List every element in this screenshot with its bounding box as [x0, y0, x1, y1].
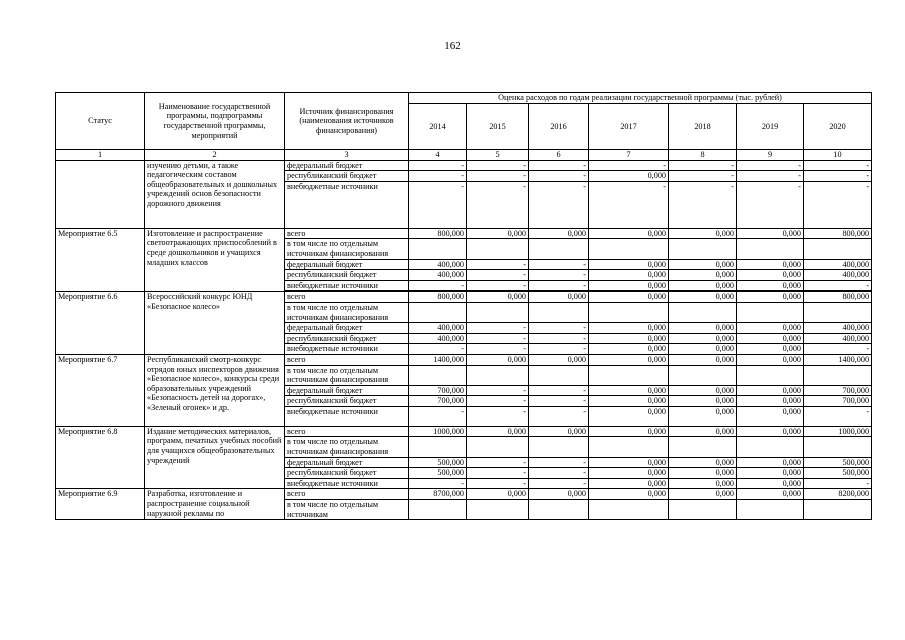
value-cell: -: [467, 280, 529, 291]
value-cell: 0,000: [737, 280, 804, 291]
value-cell: 500,000: [409, 468, 467, 479]
activity-name: изучению детьми, а также педагогическим составом общеобразовательных и дошкольных учреждений основ безопасности дорожного движения: [145, 160, 285, 228]
value-cell: -: [467, 406, 529, 426]
table-row: [56, 228, 872, 239]
value-cell: -: [467, 457, 529, 468]
value-cell: -: [804, 406, 872, 426]
value-cell: 8200,000: [804, 489, 872, 500]
value-cell: -: [467, 478, 529, 489]
value-cell: 0,000: [737, 323, 804, 334]
value-cell: 400,000: [804, 333, 872, 344]
source-cell: федеральный бюджет: [285, 323, 409, 334]
value-cell: -: [529, 468, 589, 479]
activity-name: Республиканский смотр-конкурс отрядов юных инспекторов движения «Безопасное колесо», конкурсы среди образовательных учреждений «Безопасность детей на дорогах», «Зеленый огонек» и др.: [145, 354, 285, 426]
value-cell: 0,000: [589, 292, 669, 303]
value-cell: 0,000: [529, 228, 589, 239]
value-cell: 700,000: [804, 385, 872, 396]
source-cell: республиканский бюджет: [285, 333, 409, 344]
source-cell: всего: [285, 354, 409, 365]
value-cell: 0,000: [669, 228, 737, 239]
source-cell: в том числе по отдельным источникам финансирования: [285, 239, 409, 259]
year-header: 2017: [589, 104, 669, 150]
value-cell: 0,000: [589, 478, 669, 489]
value-cell: 0,000: [467, 228, 529, 239]
value-cell: -: [589, 160, 669, 171]
status-cell: [56, 160, 145, 228]
source-cell: внебюджетные источники: [285, 406, 409, 426]
column-index: 4: [409, 150, 467, 161]
value-cell: 0,000: [737, 270, 804, 281]
value-cell: -: [529, 333, 589, 344]
value-cell: 0,000: [589, 385, 669, 396]
value-cell: -: [804, 280, 872, 291]
value-cell: 8700,000: [409, 489, 467, 500]
col-name-header: Наименование государственной программы, подпрограммы государственной программы, мероприятий: [145, 93, 285, 150]
value-cell: -: [467, 468, 529, 479]
value-cell: -: [467, 270, 529, 281]
value-cell: -: [467, 171, 529, 182]
value-cell: -: [804, 478, 872, 489]
value-cell: 400,000: [409, 259, 467, 270]
status-cell: Мероприятие 6.6: [56, 292, 145, 355]
value-cell: 0,000: [737, 292, 804, 303]
source-cell: всего: [285, 292, 409, 303]
value-cell: 1000,000: [409, 426, 467, 437]
value-cell: 0,000: [737, 228, 804, 239]
value-cell: -: [589, 181, 669, 228]
estimate-header: Оценка расходов по годам реализации государственной программы (тыс. рублей): [409, 93, 872, 104]
header-row: [56, 93, 872, 104]
value-cell: 400,000: [409, 333, 467, 344]
value-cell: -: [529, 406, 589, 426]
year-header: 2018: [669, 104, 737, 150]
value-cell: -: [669, 181, 737, 228]
year-header: 2016: [529, 104, 589, 150]
source-cell: федеральный бюджет: [285, 160, 409, 171]
source-cell: федеральный бюджет: [285, 259, 409, 270]
value-cell: 0,000: [737, 457, 804, 468]
value-cell: -: [467, 181, 529, 228]
value-cell: -: [529, 280, 589, 291]
column-index: 7: [589, 150, 669, 161]
source-cell: республиканский бюджет: [285, 270, 409, 281]
col-status-header: Статус: [56, 93, 145, 150]
value-cell: 0,000: [589, 354, 669, 365]
value-cell: 0,000: [669, 406, 737, 426]
value-cell: 700,000: [409, 396, 467, 407]
table-row: [56, 160, 872, 171]
source-cell: в том числе по отдельным источникам финансирования: [285, 437, 409, 457]
value-cell: -: [409, 171, 467, 182]
table-row: [56, 292, 872, 303]
source-cell: всего: [285, 228, 409, 239]
value-cell: 0,000: [669, 426, 737, 437]
value-cell: 0,000: [529, 292, 589, 303]
status-cell: Мероприятие 6.8: [56, 426, 145, 489]
value-cell: -: [467, 385, 529, 396]
value-cell: 800,000: [409, 292, 467, 303]
source-cell: всего: [285, 489, 409, 500]
value-cell: -: [737, 160, 804, 171]
column-index-row: [56, 150, 872, 161]
value-cell: 0,000: [529, 426, 589, 437]
value-cell: 0,000: [737, 344, 804, 355]
value-cell: 0,000: [669, 280, 737, 291]
value-cell: 400,000: [804, 270, 872, 281]
value-cell: 0,000: [467, 489, 529, 500]
value-cell: -: [529, 344, 589, 355]
value-cell: 0,000: [467, 426, 529, 437]
value-cell: 700,000: [804, 396, 872, 407]
value-cell: -: [529, 478, 589, 489]
value-cell: 0,000: [589, 323, 669, 334]
source-cell: внебюджетные источники: [285, 478, 409, 489]
value-cell: -: [737, 171, 804, 182]
value-cell: 0,000: [669, 259, 737, 270]
budget-table: [55, 92, 872, 520]
activity-name: Всероссийский конкурс ЮНД «Безопасное колесо»: [145, 292, 285, 355]
table-row: [56, 426, 872, 437]
value-cell: 500,000: [804, 457, 872, 468]
column-index: 3: [285, 150, 409, 161]
value-cell: 0,000: [467, 292, 529, 303]
value-cell: 0,000: [589, 280, 669, 291]
value-cell: -: [467, 333, 529, 344]
value-cell: 0,000: [529, 489, 589, 500]
source-cell: в том числе по отдельным источникам: [285, 500, 409, 520]
col-source-header: Источник финансирования (наименования источников финансирования): [285, 93, 409, 150]
source-cell: в том числе по отдельным источникам финансирования: [285, 302, 409, 322]
table-row: [56, 354, 872, 365]
year-header: 2014: [409, 104, 467, 150]
value-cell: -: [804, 160, 872, 171]
value-cell: 0,000: [669, 333, 737, 344]
value-cell: 0,000: [669, 292, 737, 303]
value-cell: 0,000: [669, 468, 737, 479]
value-cell: 0,000: [669, 457, 737, 468]
value-cell: -: [804, 344, 872, 355]
column-index: 10: [804, 150, 872, 161]
value-cell: 0,000: [737, 426, 804, 437]
value-cell: 0,000: [737, 489, 804, 500]
source-cell: федеральный бюджет: [285, 385, 409, 396]
value-cell: 800,000: [804, 292, 872, 303]
value-cell: 400,000: [804, 323, 872, 334]
source-cell: республиканский бюджет: [285, 468, 409, 479]
value-cell: -: [409, 344, 467, 355]
year-header: 2015: [467, 104, 529, 150]
value-cell: 0,000: [589, 426, 669, 437]
value-cell: 500,000: [409, 457, 467, 468]
value-cell: -: [529, 396, 589, 407]
value-cell: 400,000: [804, 259, 872, 270]
value-cell: 1400,000: [409, 354, 467, 365]
column-index: 9: [737, 150, 804, 161]
source-cell: республиканский бюджет: [285, 396, 409, 407]
value-cell: 0,000: [589, 259, 669, 270]
value-cell: -: [467, 396, 529, 407]
value-cell: -: [737, 181, 804, 228]
value-cell: 0,000: [529, 354, 589, 365]
source-cell: внебюджетные источники: [285, 280, 409, 291]
value-cell: 1000,000: [804, 426, 872, 437]
activity-name: Издание методических материалов, программ, печатных учебных пособий для учащихся общеобразовательных учреждений: [145, 426, 285, 489]
value-cell: -: [467, 344, 529, 355]
value-cell: 0,000: [589, 171, 669, 182]
value-cell: 700,000: [409, 385, 467, 396]
value-cell: 0,000: [589, 489, 669, 500]
year-header: 2019: [737, 104, 804, 150]
value-cell: -: [409, 160, 467, 171]
value-cell: -: [467, 160, 529, 171]
value-cell: -: [467, 259, 529, 270]
value-cell: 0,000: [589, 228, 669, 239]
value-cell: 400,000: [409, 323, 467, 334]
value-cell: 0,000: [737, 333, 804, 344]
source-cell: внебюджетные источники: [285, 181, 409, 228]
source-cell: внебюджетные источники: [285, 344, 409, 355]
value-cell: -: [409, 406, 467, 426]
status-cell: Мероприятие 6.9: [56, 489, 145, 520]
column-index: 2: [145, 150, 285, 161]
source-cell: федеральный бюджет: [285, 457, 409, 468]
column-index: 5: [467, 150, 529, 161]
column-index: 8: [669, 150, 737, 161]
value-cell: -: [669, 171, 737, 182]
value-cell: 0,000: [589, 406, 669, 426]
value-cell: -: [804, 171, 872, 182]
source-cell: республиканский бюджет: [285, 171, 409, 182]
value-cell: 0,000: [737, 396, 804, 407]
value-cell: 0,000: [737, 385, 804, 396]
value-cell: 0,000: [589, 344, 669, 355]
column-index: 6: [529, 150, 589, 161]
value-cell: -: [529, 457, 589, 468]
value-cell: -: [529, 171, 589, 182]
value-cell: -: [409, 478, 467, 489]
value-cell: 0,000: [589, 468, 669, 479]
value-cell: 0,000: [669, 385, 737, 396]
value-cell: 0,000: [669, 344, 737, 355]
value-cell: 0,000: [589, 396, 669, 407]
value-cell: 0,000: [669, 396, 737, 407]
value-cell: -: [529, 181, 589, 228]
value-cell: 0,000: [737, 259, 804, 270]
value-cell: -: [529, 385, 589, 396]
column-index: 1: [56, 150, 145, 161]
value-cell: 800,000: [804, 228, 872, 239]
value-cell: -: [804, 181, 872, 228]
value-cell: 0,000: [737, 468, 804, 479]
value-cell: -: [409, 181, 467, 228]
value-cell: 0,000: [669, 478, 737, 489]
value-cell: 0,000: [467, 354, 529, 365]
value-cell: 0,000: [737, 354, 804, 365]
value-cell: 0,000: [589, 333, 669, 344]
status-cell: Мероприятие 6.7: [56, 354, 145, 426]
activity-name: Изготовление и распространение светоотражающих приспособлений в среде дошкольников и учащихся младших классов: [145, 228, 285, 292]
value-cell: -: [467, 323, 529, 334]
value-cell: 0,000: [669, 489, 737, 500]
value-cell: 800,000: [409, 228, 467, 239]
value-cell: 400,000: [409, 270, 467, 281]
value-cell: -: [529, 323, 589, 334]
value-cell: -: [529, 270, 589, 281]
value-cell: 0,000: [669, 270, 737, 281]
value-cell: 0,000: [589, 457, 669, 468]
value-cell: 500,000: [804, 468, 872, 479]
value-cell: 0,000: [589, 270, 669, 281]
value-cell: -: [529, 259, 589, 270]
page-number: 162: [444, 40, 461, 52]
value-cell: 1400,000: [804, 354, 872, 365]
status-cell: Мероприятие 6.5: [56, 228, 145, 292]
value-cell: 0,000: [737, 406, 804, 426]
year-header: 2020: [804, 104, 872, 150]
source-cell: всего: [285, 426, 409, 437]
table-row: [56, 489, 872, 500]
source-cell: в том числе по отдельным источникам финансирования: [285, 365, 409, 385]
value-cell: -: [529, 160, 589, 171]
value-cell: 0,000: [669, 323, 737, 334]
value-cell: 0,000: [669, 354, 737, 365]
value-cell: -: [669, 160, 737, 171]
activity-name: Разработка, изготовление и распространение социальной наружной рекламы по: [145, 489, 285, 520]
value-cell: 0,000: [737, 478, 804, 489]
value-cell: -: [409, 280, 467, 291]
